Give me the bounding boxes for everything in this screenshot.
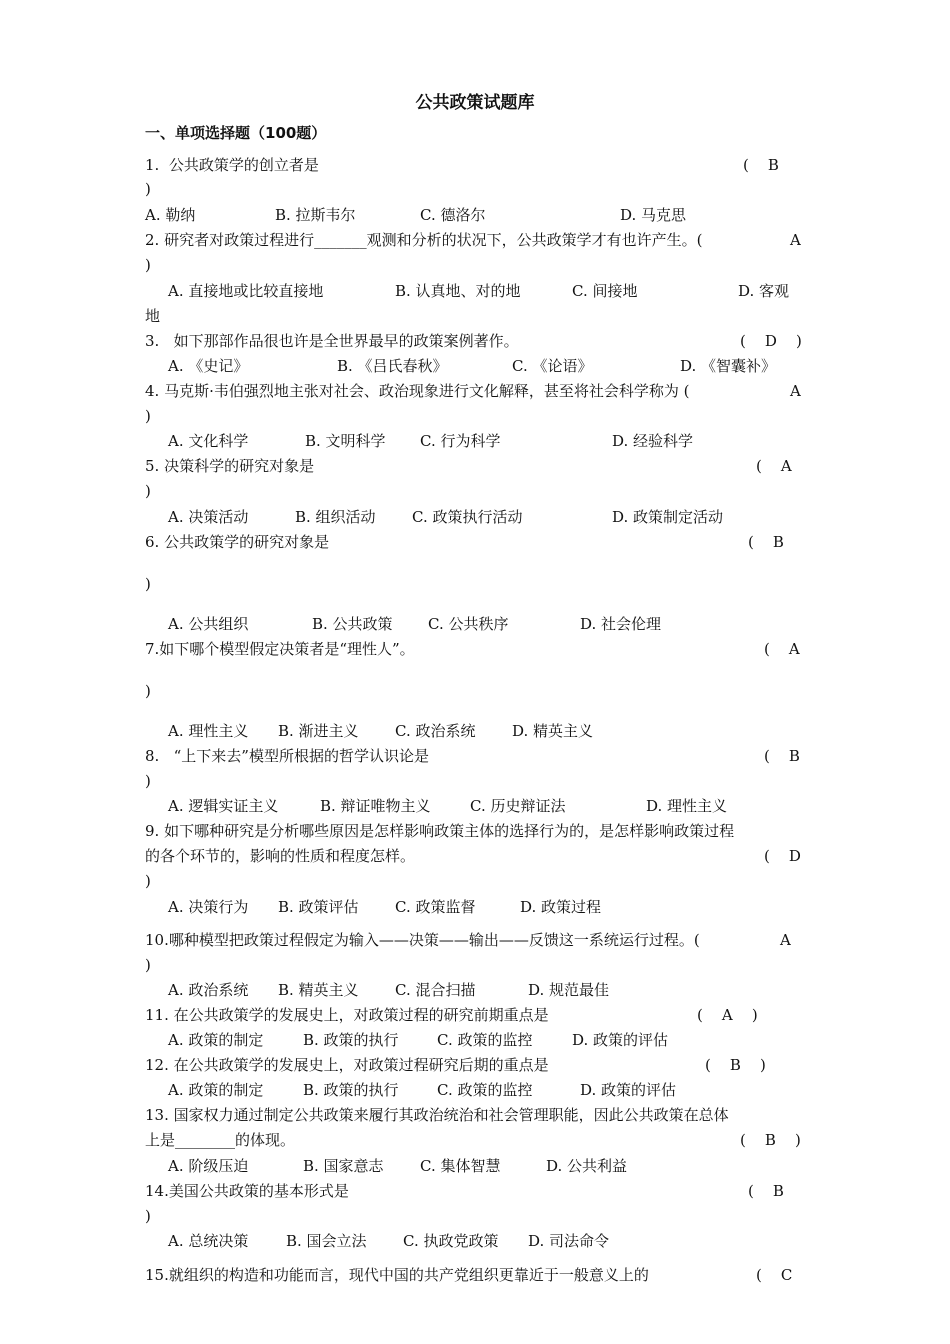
- question-stem: 6. 公共政策学的研究对象是: [145, 533, 330, 551]
- answer-bracket-close: ): [145, 1207, 151, 1225]
- option-b: B. 政策的执行: [303, 1031, 399, 1049]
- option-c: C. 德洛尔: [420, 206, 486, 224]
- option-a: A. 逻辑实证主义: [168, 797, 279, 815]
- option-c: C. 历史辩证法: [470, 797, 566, 815]
- option-b: B. 渐进主义: [278, 722, 359, 740]
- option-c: C. 《论语》: [512, 357, 593, 375]
- answer-bracket: ( B: [743, 156, 779, 174]
- answer-bracket: ( A ): [697, 1006, 758, 1024]
- option-a: A. 理性主义: [168, 722, 249, 740]
- question-stem-continued: 的各个环节的，影响的性质和程度怎样。: [145, 847, 416, 865]
- answer-bracket: ( B: [748, 533, 784, 551]
- option-a: A. 决策活动: [168, 508, 249, 526]
- option-b: B. 认真地、对的地: [395, 282, 521, 300]
- option-d: D. 规范最佳: [528, 981, 610, 999]
- option-d: D. 政策制定活动: [612, 508, 724, 526]
- answer-bracket: A: [780, 931, 791, 949]
- option-b: B. 政策评估: [278, 898, 359, 916]
- question-stem: 15.就组织的构造和功能而言，现代中国的共产党组织更靠近于一般意义上的: [145, 1266, 649, 1284]
- option-c: C. 政策的监控: [437, 1081, 533, 1099]
- question-stem: 4. 马克斯·韦伯强烈地主张对社会、政治现象进行文化解释，甚至将社会科学称为 (: [145, 382, 690, 400]
- option-c: C. 集体智慧: [420, 1157, 501, 1175]
- option-d: D. 司法命令: [528, 1232, 610, 1250]
- answer-bracket: A: [790, 382, 801, 400]
- answer-bracket: ( B ): [740, 1131, 801, 1149]
- option-b: B. 组织活动: [295, 508, 376, 526]
- option-d: D. 公共利益: [546, 1157, 628, 1175]
- option-c: C. 政治系统: [395, 722, 476, 740]
- page-title: 公共政策试题库: [415, 93, 535, 113]
- answer-bracket: ( D: [764, 847, 801, 865]
- option-b: B. 政策的执行: [303, 1081, 399, 1099]
- option-b: B. 文明科学: [305, 432, 386, 450]
- answer-bracket-close: ): [145, 575, 151, 593]
- question-stem: 12. 在公共政策学的发展史上，对政策过程研究后期的重点是: [145, 1056, 549, 1074]
- option-a: A. 直接地或比较直接地: [168, 282, 324, 300]
- question-stem: 11. 在公共政策学的发展史上，对政策过程的研究前期重点是: [145, 1006, 549, 1024]
- option-c: C. 公共秩序: [428, 615, 509, 633]
- answer-bracket: ( C: [756, 1266, 793, 1284]
- option-a: A. 《史记》: [168, 357, 249, 375]
- option-b: B. 精英主义: [278, 981, 359, 999]
- option-d: D. 《智囊补》: [680, 357, 777, 375]
- option-a: A. 勒纳: [145, 206, 196, 224]
- answer-bracket: ( B: [748, 1182, 784, 1200]
- question-stem-continued: 上是________的体现。: [145, 1131, 296, 1149]
- option-d: D. 政策的评估: [572, 1031, 669, 1049]
- answer-bracket-close: ): [145, 407, 151, 425]
- question-stem: 1. 公共政策学的创立者是: [145, 156, 319, 174]
- answer-bracket: ( B: [764, 747, 800, 765]
- option-b: B. 国会立法: [286, 1232, 367, 1250]
- option-c: C. 政策的监控: [437, 1031, 533, 1049]
- answer-bracket-close: ): [145, 682, 151, 700]
- option-c: C. 间接地: [572, 282, 638, 300]
- option-a: A. 阶级压迫: [168, 1157, 249, 1175]
- option-b: B. 辩证唯物主义: [320, 797, 431, 815]
- option-c: C. 行为科学: [420, 432, 501, 450]
- option-d: D. 马克思: [620, 206, 687, 224]
- option-c: C. 混合扫描: [395, 981, 476, 999]
- question-stem: 2. 研究者对政策过程进行_______观测和分析的状况下，公共政策学才有也许产生。(: [145, 231, 703, 249]
- option-wrap: 地: [145, 307, 161, 325]
- option-c: C. 执政党政策: [403, 1232, 499, 1250]
- answer-bracket-close: ): [145, 180, 151, 198]
- option-b: B. 公共政策: [312, 615, 393, 633]
- option-d: D. 理性主义: [646, 797, 728, 815]
- answer-bracket: ( B ): [705, 1056, 766, 1074]
- question-stem: 3. 如下那部作品很也许是全世界最早的政策案例著作。: [145, 332, 519, 350]
- option-a: A. 决策行为: [168, 898, 249, 916]
- question-stem: 14.美国公共政策的基本形式是: [145, 1182, 349, 1200]
- answer-bracket: ( A: [764, 640, 800, 658]
- option-b: B. 《吕氏春秋》: [337, 357, 448, 375]
- option-d: D. 客观: [738, 282, 790, 300]
- option-a: A. 公共组织: [168, 615, 249, 633]
- question-stem: 13. 国家权力通过制定公共政策来履行其政治统治和社会管理职能，因此公共政策在总体: [145, 1106, 729, 1124]
- option-d: D. 精英主义: [512, 722, 594, 740]
- question-stem: 7.如下哪个模型假定决策者是“理性人”。: [145, 640, 415, 658]
- section-heading: 一、单项选择题（100题）: [145, 124, 327, 142]
- question-stem: 8. “上下来去”模型所根据的哲学认识论是: [145, 747, 429, 765]
- option-a: A. 政治系统: [168, 981, 249, 999]
- answer-bracket-close: ): [145, 772, 151, 790]
- option-c: C. 政策监督: [395, 898, 476, 916]
- answer-bracket-close: ): [145, 256, 151, 274]
- option-a: A. 政策的制定: [168, 1081, 264, 1099]
- answer-bracket-close: ): [145, 872, 151, 890]
- option-d: D. 政策过程: [520, 898, 602, 916]
- question-stem: 5. 决策科学的研究对象是: [145, 457, 315, 475]
- answer-bracket: A: [790, 231, 801, 249]
- option-a: A. 政策的制定: [168, 1031, 264, 1049]
- option-d: D. 政策的评估: [580, 1081, 677, 1099]
- answer-bracket-close: ): [145, 482, 151, 500]
- option-c: C. 政策执行活动: [412, 508, 523, 526]
- answer-bracket-close: ): [145, 956, 151, 974]
- option-d: D. 社会伦理: [580, 615, 662, 633]
- option-a: A. 文化科学: [168, 432, 249, 450]
- question-stem: 9. 如下哪种研究是分析哪些原因是怎样影响政策主体的选择行为的，是怎样影响政策过程: [145, 822, 735, 840]
- option-b: B. 国家意志: [303, 1157, 384, 1175]
- question-stem: 10.哪种模型把政策过程假定为输入——决策——输出——反馈这一系统运行过程。(: [145, 931, 700, 949]
- answer-bracket: ( A: [756, 457, 792, 475]
- option-b: B. 拉斯韦尔: [275, 206, 356, 224]
- option-a: A. 总统决策: [168, 1232, 249, 1250]
- answer-bracket: ( D ): [740, 332, 802, 350]
- option-d: D. 经验科学: [612, 432, 694, 450]
